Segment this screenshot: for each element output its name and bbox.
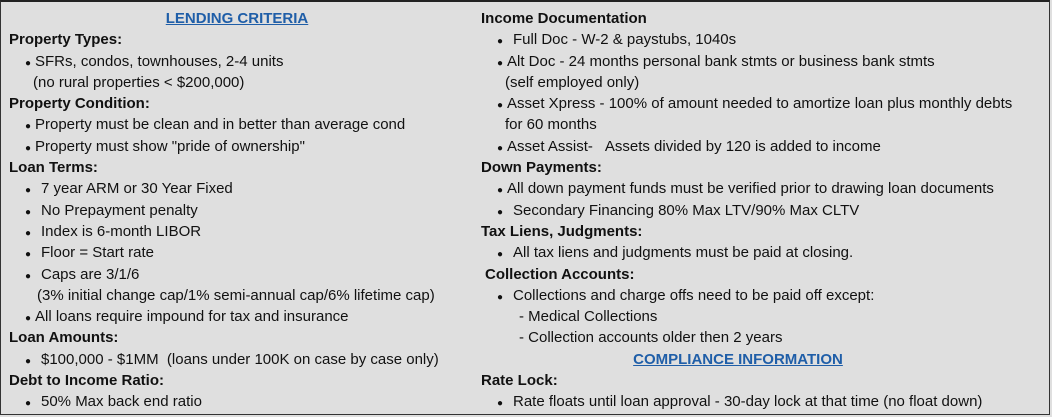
list-item: ●Property must be clean and in better than average cond: [9, 114, 479, 135]
bullet-icon: [493, 136, 507, 159]
list-item: ●Floor = Start rate: [9, 242, 479, 263]
bullet-icon: [493, 29, 507, 52]
property-types-heading: Property Types:: [9, 31, 123, 49]
list-item: ●Caps are 3/1/6: [9, 264, 479, 285]
list-item: ●$100,000 - $1MM (loans under 100K on case by case only): [9, 349, 479, 370]
property-condition-heading: Property Condition:: [9, 95, 150, 113]
left-column: [9, 8, 479, 413]
loan-terms-heading: Loan Terms:: [9, 159, 98, 177]
right-column: [481, 8, 1049, 413]
list-subitem: - Medical Collections: [519, 308, 658, 326]
bullet-icon: [21, 349, 35, 372]
loan-amounts-heading: Loan Amounts:: [9, 329, 119, 347]
bullet-icon: [493, 200, 507, 223]
list-item: ●Asset Xpress - 100% of amount needed to amortize loan plus monthly debts: [481, 93, 1049, 114]
list-item-note: for 60 months: [505, 116, 597, 134]
lending-criteria-title: LENDING CRITERIA: [165, 10, 309, 27]
bullet-icon: [21, 221, 35, 244]
list-item: ●All tax liens and judgments must be paid at closing.: [481, 242, 1049, 263]
bullet-icon: [493, 242, 507, 265]
bullet-icon: [21, 391, 35, 414]
bullet-icon: [493, 51, 507, 74]
rate-lock-heading: Rate Lock:: [481, 372, 558, 390]
bullet-icon: [493, 391, 507, 414]
bullet-icon: [493, 93, 507, 116]
down-payments-heading: Down Payments:: [481, 159, 602, 177]
bullet-icon: [21, 242, 35, 265]
bullet-icon: [21, 306, 35, 329]
collection-accounts-heading: Collection Accounts:: [485, 265, 635, 283]
bullet-icon: [21, 200, 35, 223]
income-documentation-heading: Income Documentation: [481, 10, 647, 27]
list-item: ●All loans require impound for tax and insurance: [9, 306, 479, 327]
dti-heading: Debt to Income Ratio:: [9, 372, 165, 390]
bullet-icon: [21, 51, 35, 74]
list-item: ●Full Doc - W-2 & paystubs, 1040s: [481, 29, 1049, 50]
compliance-information-title: COMPLIANCE INFORMATION: [633, 350, 843, 368]
list-item: ●Secondary Financing 80% Max LTV/90% Max CLTV: [481, 200, 1049, 221]
list-subitem: - Collection accounts older then 2 years: [519, 329, 783, 347]
list-item: ●50% Max back end ratio: [9, 391, 479, 412]
list-item-note: (no rural properties < $200,000): [33, 73, 245, 91]
list-item: ●Alt Doc - 24 months personal bank stmts or business bank stmts: [481, 51, 1049, 72]
tax-liens-heading: Tax Liens, Judgments:: [481, 222, 643, 240]
bullet-icon: [21, 264, 35, 287]
list-item: ●No Prepayment penalty: [9, 200, 479, 221]
list-item-note: (self employed only): [505, 73, 640, 91]
list-item: ●Asset Assist- Assets divided by 120 is added to income: [481, 136, 1049, 157]
list-item: ●Collections and charge offs need to be paid off except:: [481, 285, 1049, 306]
bullet-icon: [21, 178, 35, 201]
list-item: ●Index is 6-month LIBOR: [9, 221, 479, 242]
bullet-icon: [493, 285, 507, 308]
bullet-icon: [21, 114, 35, 137]
list-item: ●SFRs, condos, townhouses, 2-4 units: [9, 51, 479, 72]
bullet-icon: [21, 136, 35, 159]
list-item: ●Property must show "pride of ownership": [9, 136, 479, 157]
list-item: ●7 year ARM or 30 Year Fixed: [9, 178, 479, 199]
list-item-note: (3% initial change cap/1% semi-annual cap/6% lifetime cap): [37, 286, 435, 304]
list-item: ●Rate floats until loan approval - 30-day lock at that time (no float down): [481, 391, 1049, 412]
list-item: ●All down payment funds must be verified prior to drawing loan documents: [481, 178, 1049, 199]
bullet-icon: [493, 178, 507, 201]
